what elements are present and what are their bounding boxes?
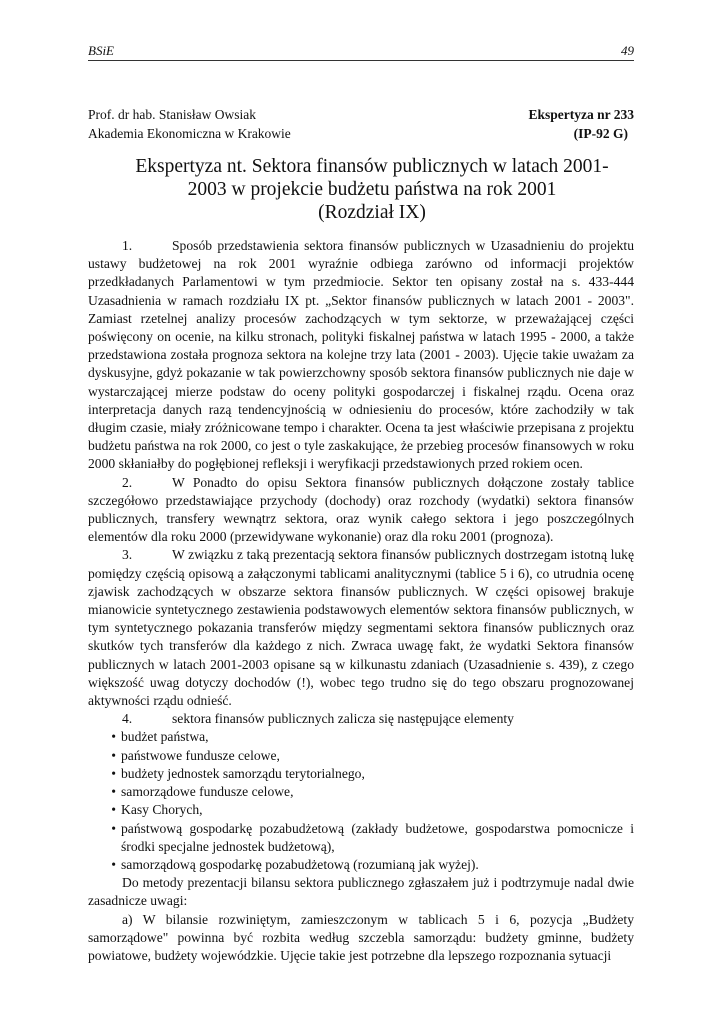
- list-item-text: samorządowe fundusze celowe,: [121, 784, 294, 800]
- author-affiliation: Akademia Ekonomiczna w Krakowie: [88, 126, 291, 141]
- bullet-icon: •: [111, 765, 116, 781]
- paragraph-2-number: 2.: [122, 474, 133, 490]
- list-item: [88, 856, 634, 874]
- list-item: [88, 765, 634, 783]
- list-item: [88, 783, 634, 801]
- title-line-2: 2003 w projekcie budżetu państwa na rok 2001: [187, 179, 557, 200]
- page-number: 49: [621, 43, 634, 58]
- paragraph-1: [88, 237, 634, 474]
- list-item: [88, 747, 634, 765]
- title-line-3: (Rozdział IX): [318, 202, 426, 223]
- running-header: [88, 40, 634, 61]
- bullet-icon: •: [111, 856, 116, 872]
- author-name: Prof. dr hab. Stanisław Owsiak: [88, 107, 256, 122]
- paragraph-3: [88, 546, 634, 710]
- paragraph-4: [88, 710, 634, 728]
- paragraph-6: a) W bilansie rozwiniętym, zamieszczonym w tablicach 5 i 6, pozycja „Budżety samorządowe" powinna być rozbita według szczebla samorządu: budżety gminne, budżety powiatowe, budżety wojewódzkie. Ujęcie takie jest potrzebne dla lepszego rozpoznania sytuacji: [88, 911, 634, 963]
- paragraph-4-text: sektora finansów publicznych zalicza się następujące elementy: [172, 711, 514, 727]
- paragraph-3-number: 3.: [122, 547, 133, 563]
- bullet-icon: •: [111, 820, 116, 836]
- document-title: [120, 155, 624, 224]
- list-item-text: budżet państwa,: [121, 729, 209, 745]
- list-item: [88, 728, 634, 746]
- list-item: [88, 820, 634, 856]
- body-text: [88, 237, 634, 965]
- paragraph-1-text: Sposób przedstawienia sektora finansów publicznych w Uzasadnieniu do projektu ustawy budżetowej na rok 2001 wyraźnie odbiega zarówno od informacji projektów przedkładanych Parlamentowi w tym przedmiocie. Sektor ten opisany został na s. 433-444 Uzasadnienia w ramach rozdziału IX pt. „Sektor finansów publicznych w latach 2001 - 2003". Zamiast rzetelnej analizy procesów zachodzących w tym sektorze, w przeważającej części poświęcony on ocenie, na kilku stronach, polityki fiskalnej państwa w latach 1995 - 2000, a także przedstawiona została prognoza sektora na kolejne trzy lata (2001 - 2003). Ujęcie takie uważam za dyskusyjne, gdyż pokazanie w tak powierzchowny sposób sektora finansów publicznych nie daje w wystarczającej mierze podstaw do oceny polityki gospodarczej i fiskalnej rządu. Ocena oraz interpretacja danych razą tendencyjnością w odniesieniu do procesów, które zachodziły w tak długim czasie, miały zróżnicowane tempo i charakter. Ocena ta jest właściwie przepisana z projektu budżetu państwa na rok 2000, co jest o tyle zaskakujące, że przebieg procesów finansowych w roku 2000 skłaniałby do pogłębionej refleksji i weryfikacji przedstawionych przed rokiem ocen.: [88, 238, 634, 472]
- list-item-text: budżety jednostek samorządu terytorialnego,: [121, 765, 365, 781]
- paragraph-1-number: 1.: [122, 238, 133, 253]
- title-line-1: Ekspertyza nt. Sektora finansów publicznych w latach 2001-: [135, 156, 609, 177]
- document-meta: [88, 105, 634, 143]
- paragraph-3-text: W związku z taką prezentacją sektora finansów publicznych dostrzegam istotną lukę pomiędzy częścią opisową a załączonymi tablicami analitycznymi (tablice 5 i 6), co utrudnia ocenę zjawisk zachodzących w obszarze sektora finansów publicznych. W części opisowej brakuje mianowicie syntetycznego zestawienia podstawowych elementów sektora finansów publicznych, w tym syntetycznego pokazania transferów między segmentami sektora finansów publicznych oraz skutków tych transferów dla każdego z nich. Zwraca uwagę fakt, że wydatki Sektora finansów publicznych w latach 2001-2003 opisane są w kilkunastu zdaniach (Uzasadnienie s. 439), z czego większość uwag dotyczy dochodów (!), wobec tego trudno się do tego obszaru prognozowanej aktywności rządu odnieść.: [88, 547, 634, 709]
- list-item-text: samorządową gospodarkę pozabudżetową (rozumianą jak wyżej).: [121, 856, 479, 872]
- report-code: (IP-92 G): [573, 126, 628, 141]
- paragraph-5: Do metody prezentacji bilansu sektora publicznego zgłaszałem już i podtrzymuje nadal dwie zasadnicze uwagi:: [88, 875, 634, 909]
- paragraph-2-text: W Ponadto do opisu Sektora finansów publicznych dołączone zostały tablice szczegółowo przedstawiające przychody (dochody) oraz rozchody (wydatki) sektora finansów publicznych, transfery wewnątrz sektora, oraz wynik całego sektora i jego poszczególnych elementów dla roku 2000 (przewidywane wykonanie) oraz dla roku 2001 (prognoza).: [88, 474, 634, 545]
- sector-elements-list: [88, 728, 634, 874]
- list-item: [88, 801, 634, 819]
- paragraph-2: [88, 474, 634, 547]
- list-item-text: państwową gospodarkę pozabudżetową (zakłady budżetowe, gospodarstwa pomocnicze i środki specjalne jednostek budżetową),: [121, 820, 634, 854]
- bullet-icon: •: [111, 729, 116, 745]
- list-item-text: państwowe fundusze celowe,: [121, 747, 280, 763]
- bullet-icon: •: [111, 747, 116, 763]
- bullet-icon: •: [111, 784, 116, 800]
- report-number: Ekspertyza nr 233: [528, 107, 634, 122]
- bullet-icon: •: [111, 802, 116, 818]
- paragraph-4-number: 4.: [122, 711, 133, 727]
- journal-name: BSiE: [88, 43, 114, 58]
- list-item-text: Kasy Chorych,: [121, 802, 203, 818]
